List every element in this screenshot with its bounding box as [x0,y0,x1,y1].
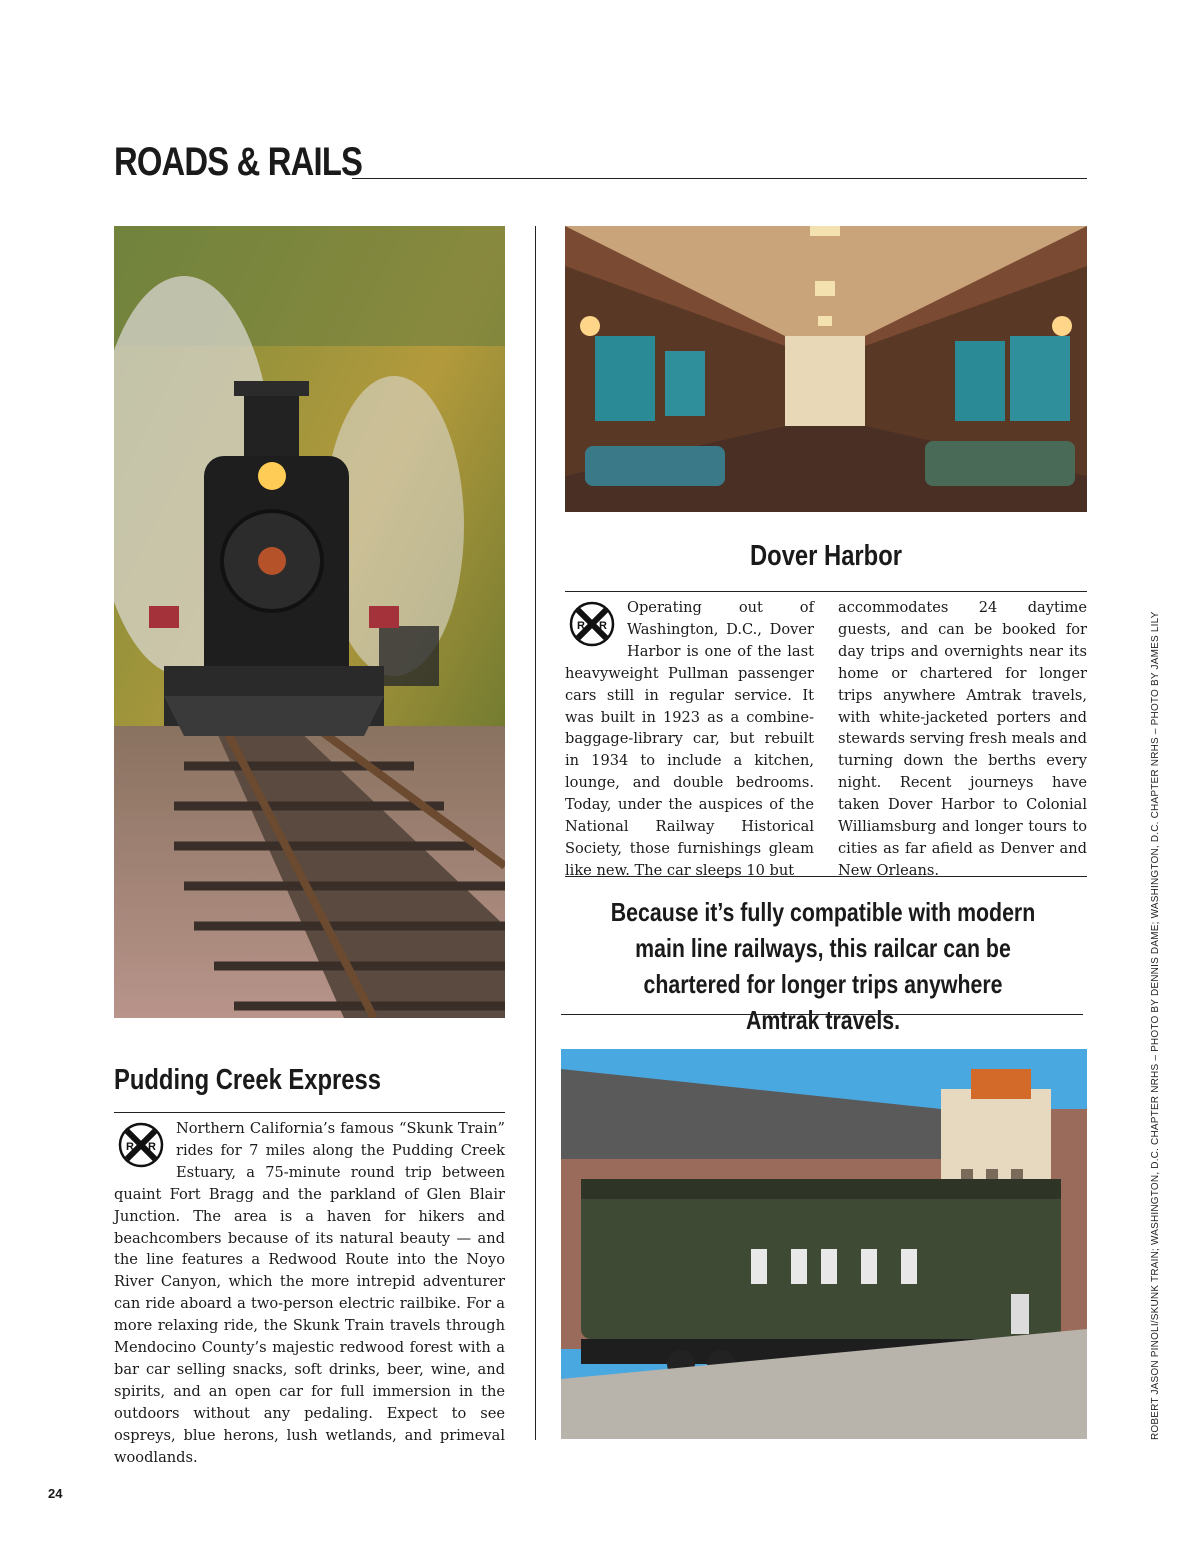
svg-text:R: R [599,620,607,632]
section-title: ROADS & RAILS [114,140,363,184]
railroad-crossing-icon [569,601,615,647]
title-rule [352,178,1087,179]
page-number: 24 [48,1486,63,1501]
dover-harbor-body-col1: Operating out of Washington, D.C., Dover Harbor is one of the last heavyweight Pullman passenger cars still in regular service. It was built in 1923 as a combine-baggage-library car, but rebuilt in 1934 to include a kitchen, lounge, and double bedrooms. Today, under the auspices of the National Railway Historical Society, those furnishings gleam like new. The car sleeps 10 but [565,599,814,879]
heading-rule [565,591,1087,592]
locomotive-photo [114,226,505,1018]
heading-dover-harbor: Dover Harbor [750,540,902,572]
railroad-crossing-icon [118,1122,164,1168]
pullman-car-station-photo [561,1049,1087,1439]
column-divider [535,226,536,1440]
pullman-interior-photo [565,226,1087,512]
dover-harbor-body-col2: accommodates 24 daytime guests, and can be booked for day trips and overnights near its home or chartered for longer trips anywhere Amtrak travels, with white-jacketed porters and stewards serving fresh meals and turning down the berths every night. Recent journeys have taken Dover Harbor to Colonial Williamsburg and longer tours to cities as far afield as Denver and New Orleans. [838,599,1087,879]
pudding-creek-article [114,1118,505,1469]
pullquote-bottom-rule [561,1014,1083,1015]
heading-rule [114,1112,505,1113]
dover-harbor-col1 [565,597,814,882]
pudding-creek-body: Northern California’s famous “Skunk Train” rides for 7 miles along the Pudding Creek Estuary, a 75-minute round trip between quaint Fort Bragg and the parkland of Glen Blair Junction. The area is a haven for hikers and beachcombers because of its natural beauty — and the line features a Redwood Route into the Noyo River Canyon, which the more intrepid adventurer can ride aboard a two-person electric railbike. For a more relaxing ride, the Skunk Train travels through Mendocino County’s majestic redwood forest with a bar car selling snacks, soft drinks, beer, wine, and spirits, and an open car for full immersion in the outdoors without any pedaling. Expect to see ospreys, blue herons, lush wetlands, and primeval woodlands. [114,1120,505,1466]
pull-quote [560,894,1086,1038]
pullquote-top-rule [565,876,1087,877]
svg-text:R: R [126,1141,134,1153]
svg-text:R: R [148,1141,156,1153]
pull-quote-text: Because it’s fully compatible with modern main line railways, this railcar can be chartered for longer trips anywhere Amtrak travels. [610,897,1036,1035]
dover-harbor-col2 [838,597,1087,882]
photo-credit: ROBERT JASON PINOLI/SKUNK TRAIN; WASHINGTON, D.C. CHAPTER NRHS – PHOTO BY DENNIS DAME; WASHINGTON, D.C. CHAPTER NRHS – PHOTO BY JAMES LILY [1150,611,1161,1440]
heading-pudding-creek: Pudding Creek Express [114,1064,381,1096]
svg-text:R: R [577,620,585,632]
